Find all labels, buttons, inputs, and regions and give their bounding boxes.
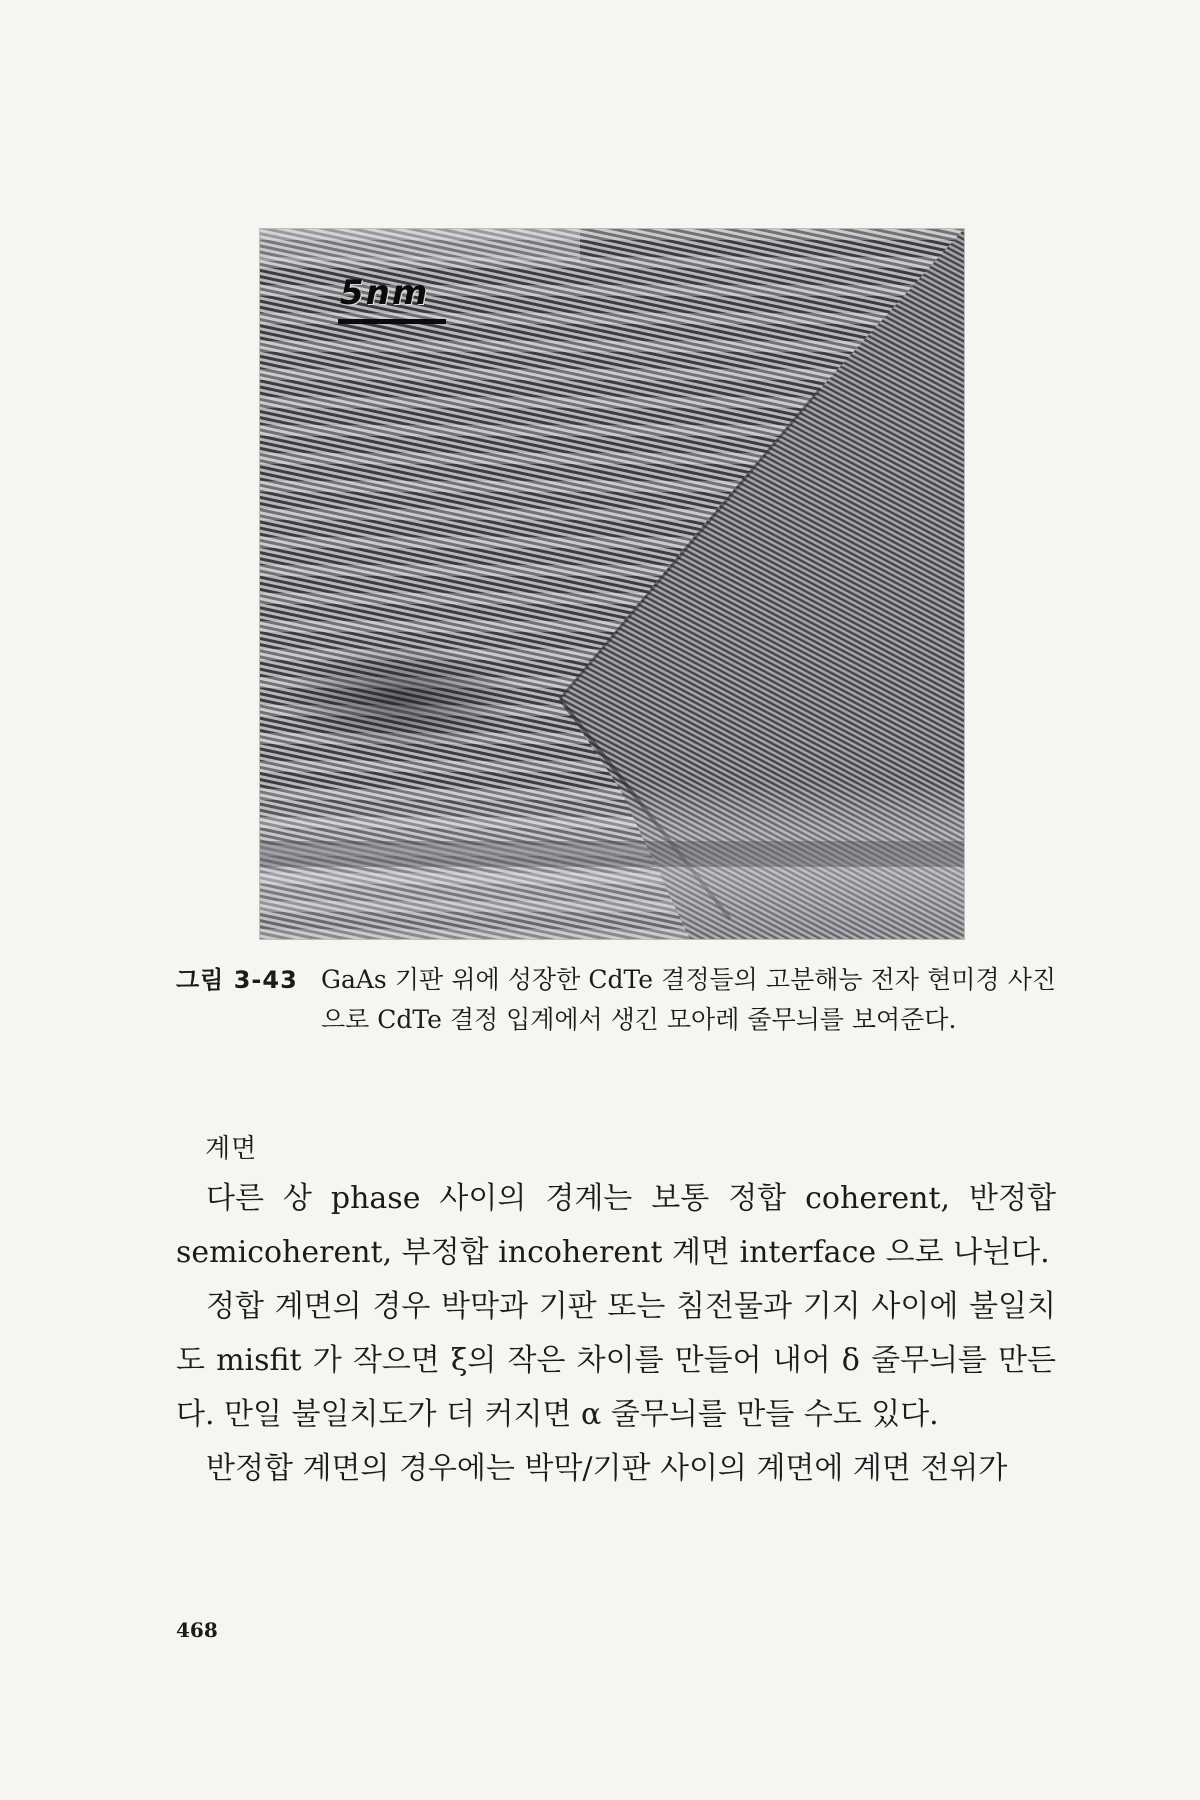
section-heading: 계면 <box>205 1134 258 1164</box>
micrograph-image <box>260 229 964 939</box>
page-number: 468 <box>176 1618 218 1642</box>
paragraph: 반정합 계면의 경우에는 박막/기판 사이의 계면에 계면 전위가 <box>206 1451 1008 1486</box>
scale-bar <box>338 319 446 324</box>
scale-bar-label: 5nm <box>340 273 430 313</box>
body-text <box>176 1172 1056 1496</box>
hrtem-micrograph <box>259 228 965 940</box>
caption-label: 그림 3-43 <box>176 966 298 994</box>
paragraph: 정합 계면의 경우 박막과 기판 또는 침전물과 기지 사이에 불일치도 misfit 가 작으면 ξ의 작은 차이를 만들어 내어 δ 줄무늬를 만든다. 만일 불일치도가 더 커지면 α 줄무늬를 만들 수도 있다. <box>176 1289 1056 1432</box>
caption-text: GaAs 기판 위에 성장한 CdTe 결정들의 고분해능 전자 현미경 사진으로 CdTe 결정 입계에서 생긴 모아레 줄무늬를 보여준다. <box>321 965 1056 1034</box>
paragraph: 다른 상 phase 사이의 경계는 보통 정합 coherent, 반정합 semicoherent, 부정합 incoherent 계면 interface 으로 나뉜다. <box>176 1181 1056 1270</box>
